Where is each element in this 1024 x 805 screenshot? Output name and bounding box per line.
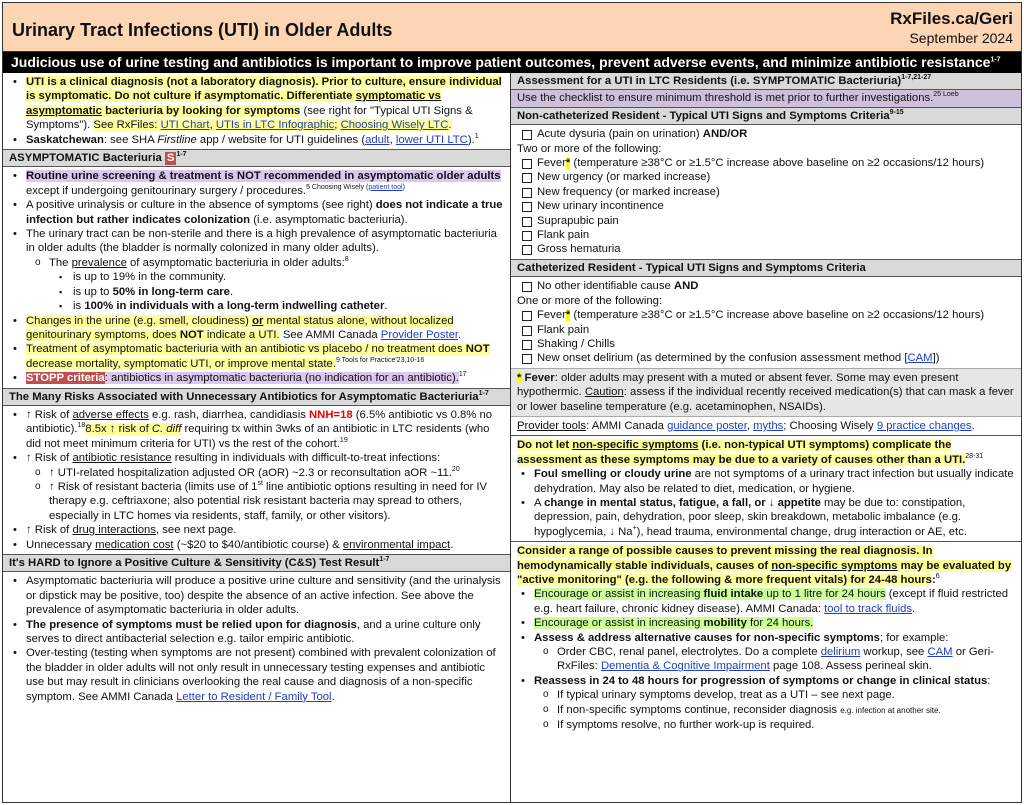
checkbox-no-other-cause[interactable]: No other identifiable cause AND (517, 279, 1015, 293)
link-cam-2[interactable]: CAM (927, 646, 953, 659)
stopp-label: STOPP criteria (26, 372, 105, 385)
site-name: RxFiles.ca/Geri (890, 9, 1013, 28)
link-adult[interactable]: adult (365, 133, 390, 146)
link-myths[interactable]: myths (753, 419, 784, 432)
section-catheterized: Catheterized Resident - Typical UTI Signs and Symptoms Criteria (511, 259, 1021, 277)
section-hard-to-ignore: It's HARD to Ignore a Positive Culture & Sensitivity (C&S) Test Result$^{1-7}$ (3, 554, 510, 572)
nonspecific-section: Do not let non-specific symptoms (i.e. non-typical UTI symptoms) complicate the assessment as these symptoms may be due to a variety of causes other than a UTI.$^{28-31}$ • Foul smelling or cloudy urine are not symptoms of a urinary tract infection but usually indicate dehydration. May also be related to diet, medication, or hygiene. • A change in mental status, fatigue, a fall, or ↓ appetite may be due to: constipation, depression, pain, dehydration, poor sleep, skin breakdown, metabolic imbalance (e.g. hypoglycemia, ↓ Na+), head trauma, environmental change, drug interaction or AE, etc. (511, 436, 1021, 541)
link-uti-chart[interactable]: UTI Chart (160, 119, 210, 132)
right-column: Assessment for a UTI in LTC Residents (i.e. SYMPTOMATIC Bacteriuria)$^{1-7,21-27}$ Use the checklist to ensure minimum threshold is met prior to further investigations.$^{25 Loeb}$ Non-catheterized Resident - Typical UTI Signs and Symptoms Criteria$^{9-15}$ Acute dysuria (pain on urination) AND/OR Two or more of the following: Fever* (temperature ≥38°C or ≥1.5°C increase above baseline on ≥2 occasions/12 hours) New urgency (or marked increase) New frequency (or marked increase) New urinary incontinence Suprapubic pain Flank pain Gross hematuria Catheterized Resident - Typical UTI Signs and Symptoms Criteria No other identifiable cause AND One or more of the following: Fever* (temperature ≥38°C or ≥1.5°C increase above baseline on ≥2 occasions/12 hours) Flank pain Shaking / Chills New onset delirium (as determined by the confusion assessment method [CAM]) * Fever: older adults may present with a muted or absent fever. Some may even present hypothermic. Caution: assess if the individual recently received medication(s) that can mask a fever or lower baseline temperature (e.g. acetaminophen, NSAIDs). Provider tools: AMMI Canada guidance poster, myths; Choosing Wisely 9 practice changes. Do not let non-specific symptoms (i.e. non-typical UTI symptoms) complicate the assessment as these symptoms may be due to a variety of causes other than a UTI.$^{28-31}$ • Foul smelling or cloudy urine are not symptoms of a urinary tract infection but usually indicate dehydration. May also be related to diet, medication, or hygiene. • A change in mental status, fatigue, a fall, or ↓ appetite may be due to: constipation, depression, pain, dehydration, poor sleep, skin breakdown, metabolic imbalance (e.g. hypoglycemia, ↓ Na+), head trauma, environmental change, drug interaction or AE, etc. Consider a range of possible causes to prevent missing the real diagnosis. In hemodynamically stable individuals, causes of non-specific symptoms may be evaluated by "active monitoring" (e.g. the following & more frequent vitals) for 24-48 hours:$^6$ • Encourage or assist in increasing fluid intake up to 1 litre for 24 hours (except if fluid restricted e.g. heart failure, chronic kidney disease). AMMI Canada: tool to track fluids. • Encourage or assist in increasing mobility for 24 hours. • Assess & address alternative causes for non-specific symptoms; for example: o Order CBC, renal panel, electrolytes. Do a complete delirium workup, see CAM or Geri-RxFiles: Dementia & Cognitive Impairment page 108. Assess perineal skin. • Reassess in 24 to 48 hours for progression of symptoms or change in clinical status: o If typical urinary symptoms develop, treat as a UTI – see next page. o If non-specific symptoms continue, reconsider diagnosis e.g. infection at another site. o If symptoms resolve, no further work-up is required. (511, 73, 1021, 802)
checkbox-cath-fever[interactable]: Fever* (temperature ≥38°C or ≥1.5°C increase above baseline on ≥2 occasions/12 hours) (517, 308, 1015, 322)
banner: Judicious use of urine testing and antibiotics is important to improve patient outcomes, prevent adverse events, and minimize antibiotic resistance$^{1-7}$ (3, 52, 1021, 73)
section-risks: The Many Risks Associated with Unnecessary Antibiotics for Asymptomatic Bacteriuria$^{1-7}$ (3, 388, 510, 406)
consider-section: Consider a range of possible causes to prevent missing the real diagnosis. In hemodynamically stable individuals, causes of non-specific symptoms may be evaluated by "active monitoring" (e.g. the following & more frequent vitals) for 24-48 hours:$^6$ • Encourage or assist in increasing fluid intake up to 1 litre for 24 hours (except if fluid restricted e.g. heart failure, chronic kidney disease). AMMI Canada: tool to track fluids. • Encourage or assist in increasing mobility for 24 hours. • Assess & address alternative causes for non-specific symptoms; for example: o Order CBC, renal panel, electrolytes. Do a complete delirium workup, see CAM or Geri-RxFiles: Dementia & Cognitive Impairment page 108. Assess perineal skin. • Reassess in 24 to 48 hours for progression of symptoms or change in clinical status: o If typical urinary symptoms develop, treat as a UTI – see next page. o If non-specific symptoms continue, reconsider diagnosis e.g. infection at another site. o If symptoms resolve, no further work-up is required. (511, 541, 1021, 734)
provider-tools: Provider tools: AMMI Canada guidance poster, myths; Choosing Wisely 9 practice changes. (511, 417, 1021, 436)
stopp-badge: S (166, 152, 175, 165)
checkbox-cath-item-1[interactable]: Shaking / Chills (517, 337, 1015, 351)
left-column: • UTI is a clinical diagnosis (not a laboratory diagnosis). Prior to culture, ensure individual is symptomatic. Do not culture if asymptomatic. Differentiate symptomatic vs asymptomatic bacteriuria by looking for symptoms (see right for "Typical UTI Signs & Symptoms"). See RxFiles: UTI Chart, UTIs in LTC Infographic; Choosing Wisely LTC. • Saskatchewan: see SHA Firstline app / website for UTI guidelines (adult, lower UTI LTC).$^1$ ASYMPTOMATIC Bacteriuria S $^{1-7}$ • Routine urine screening & treatment is NOT recommended in asymptomatic older adults except if undergoing genitourinary surgery / procedures.$^{5 Choosing Wisely (patient tool)}$ • A positive urinalysis or culture in the absence of symptoms (see right) does not indicate a true infection but rather indicates colonization (i.e. asymptomatic bacteriuria). • The urinary tract can be non-sterile and there is a high prevalence of asymptomatic bacteriuria in older adults (the bladder is normally colonized in many older adults). o The prevalence of asymptomatic bacteriuria in older adults:$^8$ ▪ is up to 19% in the community. ▪ is up to 50% in long-term care. ▪ is 100% in individuals with a long-term indwelling catheter. • Changes in the urine (e.g. smell, cloudiness) or mental status alone, without localized genitourinary symptoms, does NOT indicate a UTI. See AMMI Canada Provider Poster. • Treatment of asymptomatic bacteriuria with an antibiotic vs placebo / no treatment does NOT decrease mortality, symptomatic UTI, or improve mental state.$^{9 Tools for Practice'23,10-16}$ • STOPP criteria: antibiotics in asymptomatic bacteriuria (no indication for an antibiotic).$^{17}$ The Many Risks Associated with Unnecessary Antibiotics for Asymptomatic Bacteriuria$^{1-7}$ • ↑ Risk of adverse effects e.g. rash, diarrhea, candidiasis NNH=18 (6.5% antibiotic vs 0.8% no antibiotic).$^{18}$8.5x ↑ risk of C. diff requiring tx within 3wks of an antibiotic in LTC residents (who did not meet minimum criteria for UTI) vs the rest of the cohort.$^{19}$ • ↑ Risk of antibiotic resistance resulting in individuals with difficult-to-treat infections: o ↑ UTI-related hospitalization adjusted OR (aOR) ~2.3 or reconsultation aOR ~11.20 o ↑ Risk of resistant bacteria (limits use of 1st line antibiotic options resulting in need for IV therapy e.g. ceftriaxone; also potential risk resistant bacteria may spread to others, especially in LTC homes via residents, staff, family, or other visitors). • ↑ Risk of drug interactions, see next page. • Unnecessary medication cost (~$20 to $40/antibiotic course) & environmental impact. It's HARD to Ignore a Positive Culture & Sensitivity (C&S) Test Result$^{1-7}$ • Asymptomatic bacteriuria will produce a positive urine culture and sensitivity (and the urinalysis or dipstick may be positive, too) despite the absence of an active infection. See above the prevalence of asymptomatic bacteriuria in older adults. • The presence of symptoms must be relied upon for diagnosis, and a urine culture only serves to direct antibacterial selection e.g. tailor empiric antibiotic. • Over-testing (testing when symptoms are not present) combined with prevalent colonization of the bladder in older adults will not only result in unnecessary testing expenses and antibiotic use but may result in clinicians overlooking the real cause and diagnosis of a non-specific symptom. See AMMI Canada Letter to Resident / Family Tool. (3, 73, 511, 802)
assessment-subtitle: Use the checklist to ensure minimum threshold is met prior to further investigations.$^{25 Loeb}$ (511, 90, 1021, 107)
checkbox-fever[interactable]: Fever* (temperature ≥38°C or ≥1.5°C increase above baseline on ≥2 occasions/12 hours) (517, 156, 1015, 170)
link-lower-uti-ltc[interactable]: lower UTI LTC (395, 133, 468, 146)
link-practice-changes[interactable]: 9 practice changes (876, 419, 972, 432)
document-page (2, 2, 1022, 803)
link-guidance-poster[interactable]: guidance poster (667, 419, 747, 432)
section-noncatheterized: Non-catheterized Resident - Typical UTI Signs and Symptoms Criteria$^{9-15}$ (511, 108, 1021, 125)
checkbox-noncath-item-2[interactable]: New urinary incontinence (517, 199, 1015, 213)
checkbox-acute-dysuria[interactable]: Acute dysuria (pain on urination) AND/OR (517, 127, 1015, 141)
link-delirium[interactable]: delirium (820, 646, 861, 659)
link-letter-resident[interactable]: Letter to Resident / Family Tool (176, 690, 332, 703)
link-choosing-wisely-ltc[interactable]: Choosing Wisely LTC (340, 119, 449, 132)
link-patient-tool[interactable]: patient tool (368, 184, 403, 192)
section-assessment: Assessment for a UTI in LTC Residents (i.e. SYMPTOMATIC Bacteriuria)$^{1-7,21-27}$ (511, 73, 1021, 90)
checkbox-noncath-item-3[interactable]: Suprapubic pain (517, 214, 1015, 228)
link-cam[interactable]: CAM (907, 352, 933, 365)
link-provider-poster[interactable]: Provider Poster (380, 328, 459, 341)
intro-section: • UTI is a clinical diagnosis (not a laboratory diagnosis). Prior to culture, ensure individual is symptomatic. Do not culture if asymptomatic. Differentiate symptomatic vs asymptomatic bacteriuria by looking for symptoms (see right for "Typical UTI Signs & Symptoms"). See RxFiles: UTI Chart, UTIs in LTC Infographic; Choosing Wisely LTC. • Saskatchewan: see SHA Firstline app / website for UTI guidelines (adult, lower UTI LTC).$^1$ (3, 73, 510, 149)
publish-date: September 2024 (909, 30, 1013, 46)
link-dementia[interactable]: Dementia & Cognitive Impairment (600, 660, 770, 673)
page-title: Urinary Tract Infections (UTI) in Older Adults (12, 20, 393, 40)
checkbox-noncath-item-1[interactable]: New frequency (or marked increase) (517, 185, 1015, 199)
checkbox-delirium[interactable]: New onset delirium (as determined by the confusion assessment method [CAM]) (517, 351, 1015, 365)
link-ltc-infographic[interactable]: UTIs in LTC Infographic (215, 119, 335, 132)
header (3, 3, 1021, 52)
checkbox-noncath-item-5[interactable]: Gross hematuria (517, 242, 1015, 256)
checkbox-noncath-item-0[interactable]: New urgency (or marked increase) (517, 170, 1015, 184)
checkbox-cath-item-0[interactable]: Flank pain (517, 323, 1015, 337)
fever-note: * Fever: older adults may present with a muted or absent fever. Some may even present hypothermic. Caution: assess if the individual recently received medication(s) that can mask a fever or lower baseline temperature (e.g. acetaminophen, NSAIDs). (511, 368, 1021, 417)
section-asymptomatic: ASYMPTOMATIC Bacteriuria S $^{1-7}$ (3, 149, 510, 167)
link-track-fluids[interactable]: tool to track fluids (824, 602, 913, 615)
checkbox-noncath-item-4[interactable]: Flank pain (517, 228, 1015, 242)
